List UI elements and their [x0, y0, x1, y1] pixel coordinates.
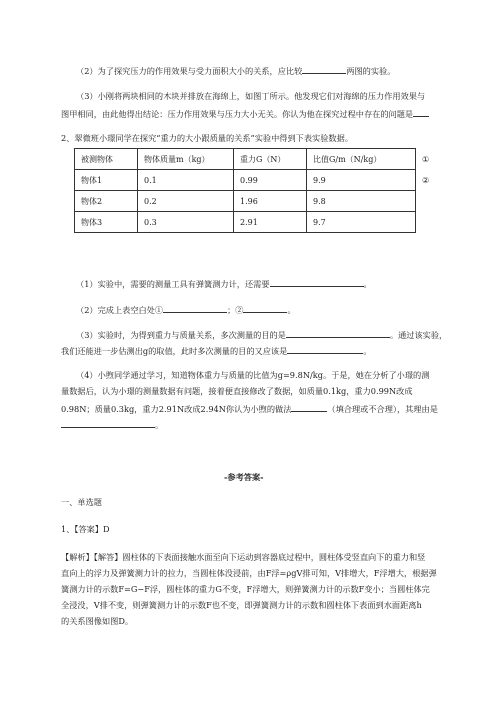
q2-s3-line2-text-a: 我们还能进一步估测出g的取值，此时多次测量的目的又应该是 [61, 346, 288, 356]
table-row [75, 212, 437, 233]
q1-p3-text: 图甲相同，由此他得出结论：压力作用效果与压力大小无关。你认为他在探究过程中存在的问题是 [61, 109, 414, 119]
q2-s3-text-a: （3）实验时，为得到重力与质量关系，多次测量的目的是 [76, 330, 286, 340]
table-row [75, 191, 437, 212]
table-cell: 物体3 [75, 212, 138, 233]
table-cell: 物体1 [75, 170, 138, 191]
explanation-line-2: 直向上的浮力及弹簧测力计的拉力，当圆柱体没浸前，由F浮=ρgV排可知，V排增大，F浮增大，根据弹 [61, 568, 437, 578]
q2-s1 [76, 277, 372, 290]
table-cell: ② [422, 175, 430, 185]
q2-s3-text-b: 。通过该实验， [389, 330, 448, 340]
table-cell: 0.2 [138, 191, 234, 212]
q2-s4-line3-text-b: （填合理或不合理），其理由是 [327, 404, 438, 414]
q2-s4-blank-1[interactable] [291, 402, 327, 412]
answer-item-1: 1、【答案】D [61, 524, 110, 534]
table-cell [416, 212, 437, 233]
table-header-row [75, 149, 437, 170]
q2-s2-blank-2[interactable] [243, 303, 287, 313]
table-cell: 9.9 [307, 170, 416, 191]
q2-s1-blank[interactable] [270, 277, 364, 287]
q2-s3-line2 [61, 344, 372, 357]
q2-s1-text-a: （1）实验中，需要的测量工具有弹簧测力计，还需要 [76, 279, 270, 289]
explanation-line-1: 【解析】【解答】圆柱体的下表面接触水面至向下运动到容器底过程中，圆柱体受竖直向下的重力和竖 [61, 552, 426, 562]
table-header-cell: 物体质量m（kg） [138, 149, 234, 170]
q1-p3-line1: （3）小刚将两块相同的木块并排放在海绵上，如图丁所示。他发现它们对海绵的压力作用效果与 [76, 91, 426, 101]
q1-p2 [76, 64, 395, 77]
table-cell: 0.3 [138, 212, 234, 233]
table-cell: 1.96 [234, 191, 307, 212]
q2-s1-text-b: 。 [363, 279, 372, 289]
table-header-cell: ① [422, 154, 430, 164]
q2-s4-line2: 量数据后，认为小璟的测量数据有问题，接着便直接修改了数据，如质量0.1kg，重力0.99N改成 [61, 386, 413, 396]
q2-s2 [76, 303, 296, 316]
q2-s3-line2-text-b: 。 [363, 346, 372, 356]
q1-p2-text-a: （2）为了探究压力的作用效果与受力面积大小的关系，应比较 [76, 66, 303, 76]
q1-p3-blank[interactable] [413, 107, 429, 117]
q2-s4-line4-text: 。 [155, 420, 164, 430]
q2-s2-text-a: （2）完成上表空白处① [76, 305, 164, 315]
q2-s4-line3-text-a: 0.98N；质量0.3kg，重力2.91N改成2.94N你认为小煦的做法 [61, 404, 292, 414]
q2-s4-line1: （4）小煦同学通过学习，知道物体重力与质量的比值为g=9.8N/kg。于是，她在分析了小璟的测 [76, 370, 430, 380]
table-header-cell: 重力G（N） [234, 149, 307, 170]
q1-p3-line2 [61, 107, 429, 120]
table-cell: 9.7 [307, 212, 416, 233]
table-cell: 2.91 [234, 212, 307, 233]
explanation-line-5: 的关系图像如图D。 [61, 616, 134, 626]
q2-s2-text-b: ；② [227, 305, 244, 315]
q2-s2-text-c: 。 [287, 305, 296, 315]
q1-p2-blank[interactable] [302, 64, 346, 74]
q2-s3-blank-2[interactable] [287, 344, 363, 354]
q2-s4-line4 [61, 418, 163, 431]
table-header-cell: 被测物体 [75, 149, 138, 170]
table-cell: 9.8 [307, 191, 416, 212]
q2-s2-blank-1[interactable] [163, 303, 227, 313]
table-cell [416, 191, 437, 212]
table-cell: 物体2 [75, 191, 138, 212]
q2-s3-line1 [76, 328, 447, 341]
data-table [74, 148, 437, 233]
q1-p2-text-b: 两图的实验。 [346, 66, 396, 76]
table-cell: 0.1 [138, 170, 234, 191]
table-header-cell: 比值G/m（N/kg） [307, 149, 416, 170]
answers-title: -参考答案- [224, 472, 264, 482]
answers-section-heading: 一、单选题 [61, 497, 102, 507]
q2-intro: 2、翠微班小璟同学在探究“重力的大小跟质量的关系”实验中得到下表实验数据。 [61, 133, 353, 143]
q2-s4-line3 [61, 402, 438, 415]
explanation-line-4: 全浸没，V排不变，则弹簧测力计的示数F也不变，即弹簧测力计的示数和圆柱体下表面到水面距离h [61, 600, 422, 610]
table-row [75, 170, 437, 191]
explanation-line-3: 簧测力计的示数F=G−F浮，圆柱体的重力G不变，F浮增大，则弹簧测力计的示数F变小；当圆柱体完 [61, 584, 430, 594]
table-cell: 0.99 [234, 170, 307, 191]
q2-s3-blank-1[interactable] [286, 328, 390, 338]
q2-s4-blank-2[interactable] [61, 418, 155, 428]
